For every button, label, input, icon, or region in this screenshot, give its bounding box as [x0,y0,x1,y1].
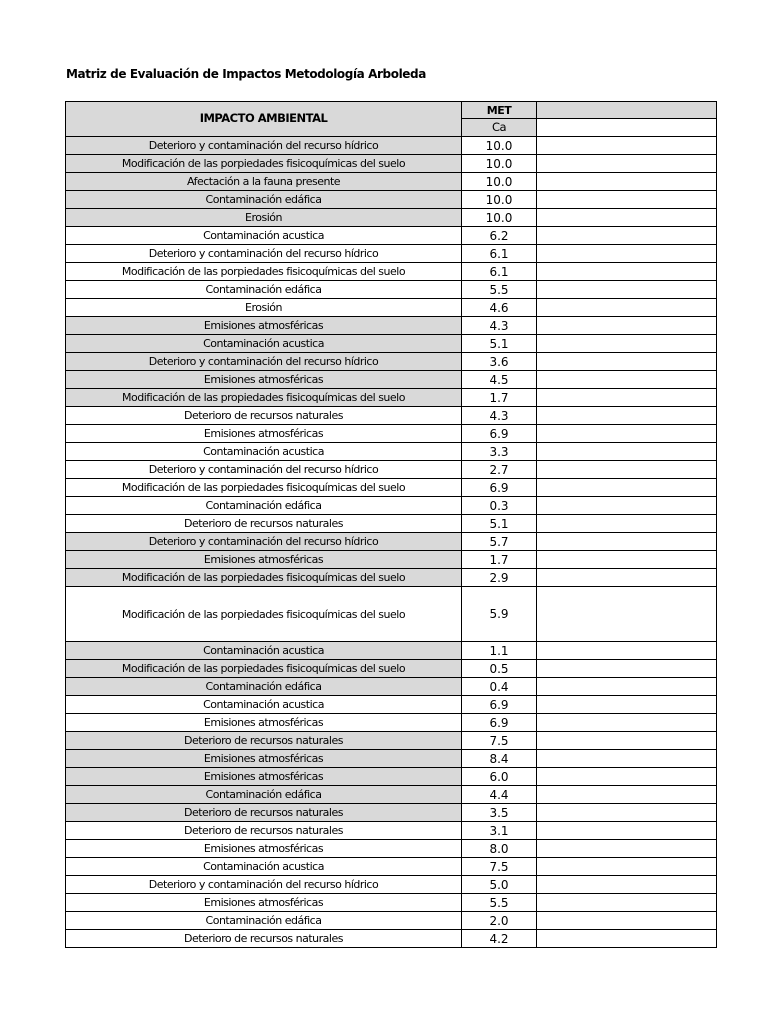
table-row [66,551,717,569]
method-column-header: MET [462,102,537,119]
ca-value-cell: 6.0 [462,768,537,786]
table-row [66,786,717,804]
impact-cell: Modificación de las porpiedades fisicoquímicas del suelo [66,479,462,497]
ca-value-cell: 5.7 [462,533,537,551]
ca-value-cell: 4.3 [462,407,537,425]
impact-cell: Contaminación acustica [66,443,462,461]
ca-value-cell: 6.1 [462,263,537,281]
header-fill-band [537,102,717,119]
ca-value-cell: 0.3 [462,497,537,515]
table-row [66,876,717,894]
spreadsheet-area [65,101,718,948]
ca-value-cell: 6.9 [462,696,537,714]
empty-cell [537,371,717,389]
table-row [66,299,717,317]
ca-value-cell: 4.4 [462,786,537,804]
empty-cell [537,317,717,335]
empty-cell [537,299,717,317]
impact-cell: Deterioro de recursos naturales [66,407,462,425]
impact-cell: Deterioro y contaminación del recurso hídrico [66,137,462,155]
table-row [66,822,717,840]
impact-cell: Contaminación edáfica [66,786,462,804]
ca-value-cell: 4.6 [462,299,537,317]
empty-cell [537,353,717,371]
ca-value-cell: 5.9 [462,587,537,642]
ca-value-cell: 6.1 [462,245,537,263]
table-header [66,102,717,137]
empty-cell [537,768,717,786]
empty-cell [537,533,717,551]
impact-matrix-table [65,101,717,948]
ca-value-cell: 3.6 [462,353,537,371]
impact-cell: Deterioro de recursos naturales [66,804,462,822]
empty-cell [537,587,717,642]
table-row [66,227,717,245]
table-row [66,732,717,750]
impact-cell: Deterioro de recursos naturales [66,732,462,750]
ca-value-cell: 10.0 [462,155,537,173]
empty-cell [537,750,717,768]
table-row [66,894,717,912]
empty-cell [537,551,717,569]
impact-cell: Emisiones atmosféricas [66,551,462,569]
table-row [66,569,717,587]
ca-value-cell: 1.7 [462,389,537,407]
empty-cell [537,894,717,912]
impact-cell: Deterioro y contaminación del recurso hídrico [66,876,462,894]
empty-cell [537,245,717,263]
ca-value-cell: 4.3 [462,317,537,335]
table-row [66,155,717,173]
table-row [66,209,717,227]
empty-cell [537,840,717,858]
empty-cell [537,281,717,299]
ca-value-cell: 2.9 [462,569,537,587]
ca-value-cell: 1.7 [462,551,537,569]
empty-cell [537,678,717,696]
impact-cell: Modificación de las porpiedades fisicoquímicas del suelo [66,660,462,678]
empty-cell [537,930,717,948]
ca-value-cell: 10.0 [462,209,537,227]
empty-cell [537,461,717,479]
ca-value-cell: 10.0 [462,191,537,209]
impact-cell: Deterioro y contaminación del recurso hídrico [66,353,462,371]
impact-cell: Modificación de las porpiedades fisicoquímicas del suelo [66,587,462,642]
impact-cell: Emisiones atmosféricas [66,750,462,768]
ca-value-cell: 5.1 [462,335,537,353]
ca-value-cell: 3.5 [462,804,537,822]
empty-cell [537,191,717,209]
impact-cell: Deterioro y contaminación del recurso hídrico [66,533,462,551]
ca-value-cell: 6.9 [462,714,537,732]
table-row [66,642,717,660]
impact-cell: Erosión [66,299,462,317]
empty-cell [537,155,717,173]
impact-cell: Contaminación acustica [66,696,462,714]
table-row [66,335,717,353]
table-row [66,930,717,948]
table-row [66,533,717,551]
impact-cell: Modificación de las porpiedades fisicoquímicas del suelo [66,263,462,281]
table-row [66,858,717,876]
empty-cell [537,876,717,894]
impact-cell: Deterioro de recursos naturales [66,930,462,948]
ca-value-cell: 2.7 [462,461,537,479]
table-row [66,660,717,678]
table-row [66,425,717,443]
impact-cell: Deterioro de recursos naturales [66,822,462,840]
table-row [66,263,717,281]
impact-cell: Contaminación acustica [66,227,462,245]
table-row [66,840,717,858]
ca-value-cell: 5.0 [462,876,537,894]
ca-value-cell: 0.4 [462,678,537,696]
empty-cell [537,227,717,245]
ca-value-cell: 5.5 [462,281,537,299]
empty-cell [537,569,717,587]
table-row [66,461,717,479]
impact-cell: Contaminación acustica [66,335,462,353]
impact-cell: Contaminación edáfica [66,281,462,299]
empty-cell [537,173,717,191]
impact-cell: Modificación de las porpiedades fisicoquímicas del suelo [66,569,462,587]
table-row [66,678,717,696]
impact-cell: Emisiones atmosféricas [66,371,462,389]
impact-cell: Contaminación edáfica [66,912,462,930]
ca-value-cell: 10.0 [462,173,537,191]
table-row [66,407,717,425]
empty-cell [537,822,717,840]
impact-cell: Contaminación edáfica [66,497,462,515]
impact-cell: Modificación de las propiedades fisicoquímicas del suelo [66,389,462,407]
table-row [66,191,717,209]
impact-cell: Modificación de las porpiedades fisicoquímicas del suelo [66,155,462,173]
table-row [66,804,717,822]
empty-cell [537,642,717,660]
table-row [66,389,717,407]
table-row [66,443,717,461]
impact-cell: Deterioro y contaminación del recurso hídrico [66,461,462,479]
empty-cell [537,858,717,876]
table-row [66,353,717,371]
table-row [66,587,717,642]
empty-cell [537,714,717,732]
impact-cell: Contaminación edáfica [66,191,462,209]
empty-cell [537,263,717,281]
table-row [66,912,717,930]
impact-cell: Emisiones atmosféricas [66,714,462,732]
impact-cell: Deterioro y contaminación del recurso hídrico [66,245,462,263]
ca-value-cell: 6.9 [462,425,537,443]
impact-cell: Emisiones atmosféricas [66,317,462,335]
ca-value-cell: 5.5 [462,894,537,912]
empty-cell [537,209,717,227]
impact-column-header: IMPACTO AMBIENTAL [66,102,462,137]
ca-value-cell: 3.1 [462,822,537,840]
impact-cell: Deterioro de recursos naturales [66,515,462,533]
empty-cell [537,804,717,822]
empty-cell [537,137,717,155]
empty-cell [537,443,717,461]
empty-cell [537,425,717,443]
ca-value-cell: 4.5 [462,371,537,389]
empty-cell [537,407,717,425]
empty-cell [537,786,717,804]
table-row [66,371,717,389]
header-fill-blank [537,119,717,137]
table-row [66,714,717,732]
ca-value-cell: 2.0 [462,912,537,930]
table-row [66,173,717,191]
empty-cell [537,497,717,515]
impact-cell: Emisiones atmosféricas [66,425,462,443]
table-row [66,317,717,335]
table-row [66,281,717,299]
empty-cell [537,479,717,497]
ca-value-cell: 10.0 [462,137,537,155]
ca-value-cell: 4.2 [462,930,537,948]
ca-value-cell: 8.4 [462,750,537,768]
ca-value-cell: 1.1 [462,642,537,660]
table-row [66,137,717,155]
table-row [66,750,717,768]
impact-cell: Emisiones atmosféricas [66,894,462,912]
ca-value-cell: 3.3 [462,443,537,461]
ca-value-cell: 7.5 [462,732,537,750]
empty-cell [537,732,717,750]
empty-cell [537,335,717,353]
table-row [66,497,717,515]
table-row [66,768,717,786]
empty-cell [537,660,717,678]
table-body [66,137,717,948]
impact-cell: Emisiones atmosféricas [66,840,462,858]
empty-cell [537,696,717,714]
impact-cell: Emisiones atmosféricas [66,768,462,786]
empty-cell [537,515,717,533]
impact-cell: Contaminación acustica [66,858,462,876]
table-row [66,479,717,497]
impact-cell: Contaminación acustica [66,642,462,660]
ca-value-cell: 0.5 [462,660,537,678]
ca-value-cell: 8.0 [462,840,537,858]
ca-value-cell: 7.5 [462,858,537,876]
ca-value-cell: 5.1 [462,515,537,533]
empty-cell [537,389,717,407]
table-row [66,515,717,533]
impact-cell: Contaminación edáfica [66,678,462,696]
impact-cell: Afectación a la fauna presente [66,173,462,191]
table-row [66,245,717,263]
impact-cell: Erosión [66,209,462,227]
table-row [66,696,717,714]
ca-value-cell: 6.9 [462,479,537,497]
ca-column-header: Ca [462,119,537,137]
page-title: Matriz de Evaluación de Impactos Metodología Arboleda [66,67,426,81]
empty-cell [537,912,717,930]
ca-value-cell: 6.2 [462,227,537,245]
